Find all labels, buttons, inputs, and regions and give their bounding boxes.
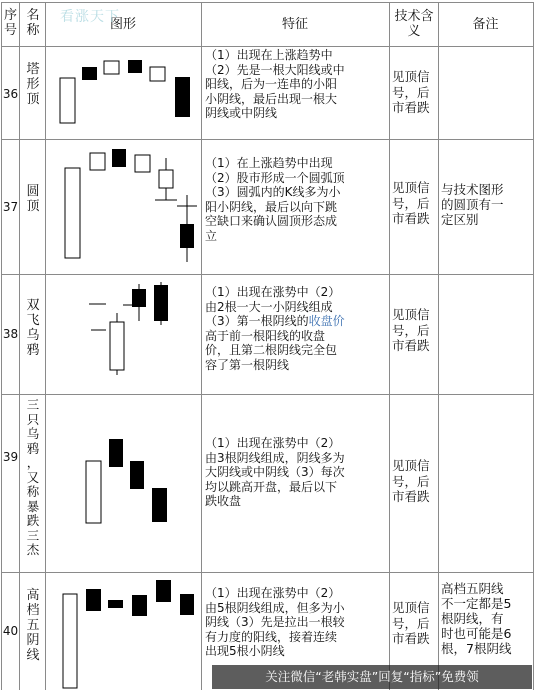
candle-bullish-small bbox=[90, 153, 105, 170]
row-39-name: 三 只 乌 鸦 ， 又 称 暴 跌 三 杰 bbox=[26, 397, 40, 557]
candle-bearish-large bbox=[109, 439, 123, 467]
row-37-tech-meaning: 见顶信 号，后 市看跌 bbox=[392, 180, 430, 226]
candle-bearish-small bbox=[132, 289, 146, 307]
candle-bullish-large bbox=[110, 322, 124, 370]
candle-bearish-large bbox=[152, 488, 167, 522]
kline-pattern-table bbox=[1, 2, 533, 690]
row-36-name: 塔形顶 bbox=[26, 62, 40, 107]
row-39-candlestick-figure bbox=[46, 395, 201, 572]
row-40-feature: （1）出现在涨势中（2） 由5根阴线组成，但多为小 阴线（3）先是拉出一根较 有力度的阳线，接着连续 出现5根小阴线 bbox=[205, 586, 345, 659]
row-38-name: 双 飞 乌 鸦 bbox=[26, 298, 40, 358]
candle-bearish-small bbox=[132, 595, 147, 616]
candle-bearish-small bbox=[86, 589, 101, 611]
candle-bullish-large bbox=[65, 168, 80, 258]
candle-bearish-small bbox=[108, 600, 123, 608]
header-name: 名称 bbox=[26, 8, 40, 38]
watermark-top: 看涨天下 bbox=[60, 9, 120, 25]
row-38-candlestick-figure bbox=[46, 275, 201, 394]
candle-bullish-large bbox=[86, 461, 101, 523]
row-37-feature: （1）在上涨趋势中出现 （2）股市形成一个圆弧顶 （3）圆弧内的K线多为小 阳小阴线，最后以向下跳 空缺口来确认圆顶形态成 立 bbox=[205, 156, 345, 243]
row-40-note: 高档五阴线 不一定都是5 根阴线，有 时也可能是6 根，7根阴线 bbox=[441, 581, 512, 656]
row-37-number: 37 bbox=[2, 200, 19, 214]
row-40-candlestick-figure bbox=[46, 573, 201, 690]
header-figure: 图形 bbox=[109, 17, 136, 32]
candle-bearish-large bbox=[130, 461, 144, 489]
candle-bearish-small bbox=[156, 580, 171, 602]
candle-bullish-small bbox=[159, 170, 173, 188]
row-36-number: 36 bbox=[2, 87, 19, 101]
highlight-close-price: 收盘价 bbox=[308, 314, 345, 329]
candle-bearish-small bbox=[128, 60, 142, 73]
candle-bearish-large bbox=[175, 77, 190, 117]
candle-bullish-small bbox=[104, 61, 119, 74]
candle-bearish-gap bbox=[180, 224, 194, 248]
row-40-number: 40 bbox=[2, 624, 19, 638]
row-40-tech-meaning: 见顶信 号，后 市看跌 bbox=[392, 600, 430, 646]
header-tech: 技术含义 bbox=[394, 9, 434, 39]
header-feature: 特征 bbox=[281, 17, 308, 32]
row-37-candlestick-figure bbox=[46, 140, 201, 274]
row-38-number: 38 bbox=[2, 327, 19, 341]
row-36-tech-meaning: 见顶信 号，后 市看跌 bbox=[392, 69, 430, 115]
header-seq: 序号 bbox=[3, 8, 17, 38]
candle-bullish-large bbox=[60, 78, 75, 123]
row-36-candlestick-figure bbox=[46, 47, 201, 139]
row-37-note: 与技术图形 的圆顶有一 定区别 bbox=[441, 182, 504, 227]
candle-bearish-small bbox=[112, 149, 126, 167]
row-39-number: 39 bbox=[2, 450, 19, 464]
candle-bullish-small bbox=[150, 67, 165, 81]
candle-bearish-large bbox=[154, 285, 168, 321]
row-37-name: 圆 顶 bbox=[26, 184, 40, 214]
candle-bullish-large bbox=[63, 594, 77, 688]
header-note: 备注 bbox=[472, 17, 499, 32]
watermark-bottom-banner: 关注微信“老韩实盘”回复“指标”免费领 bbox=[212, 665, 532, 689]
candle-bullish-small bbox=[135, 155, 150, 172]
row-38-feature: （1）出现在涨势中（2） 由2根一大一小阴线组成 （3）第一根阴线的收盘价 高于前一根阳线的收盘 价，且第二根阴线完全包 容了第一根阴线 bbox=[205, 285, 345, 372]
row-40-name: 高 档 五 阴 线 bbox=[26, 588, 40, 663]
row-38-tech-meaning: 见顶信 号，后 市看跌 bbox=[392, 307, 430, 353]
row-39-feature: （1）出现在涨势中（2） 由3根阴线组成，阴线多为 大阴线或中阴线（3）每次 均以跳高开盘，最后以下 跌收盘 bbox=[205, 436, 345, 509]
row-36-feature: （1）出现在上涨趋势中 （2）先是一根大阳线或中 阳线，后为一连串的小阳 小阴线，最后出现一根大 阴线或中阴线 bbox=[205, 48, 345, 121]
row-39-tech-meaning: 见顶信 号，后 市看跌 bbox=[392, 458, 430, 504]
candle-bearish-small bbox=[180, 594, 194, 615]
candle-bearish-small bbox=[82, 67, 97, 80]
